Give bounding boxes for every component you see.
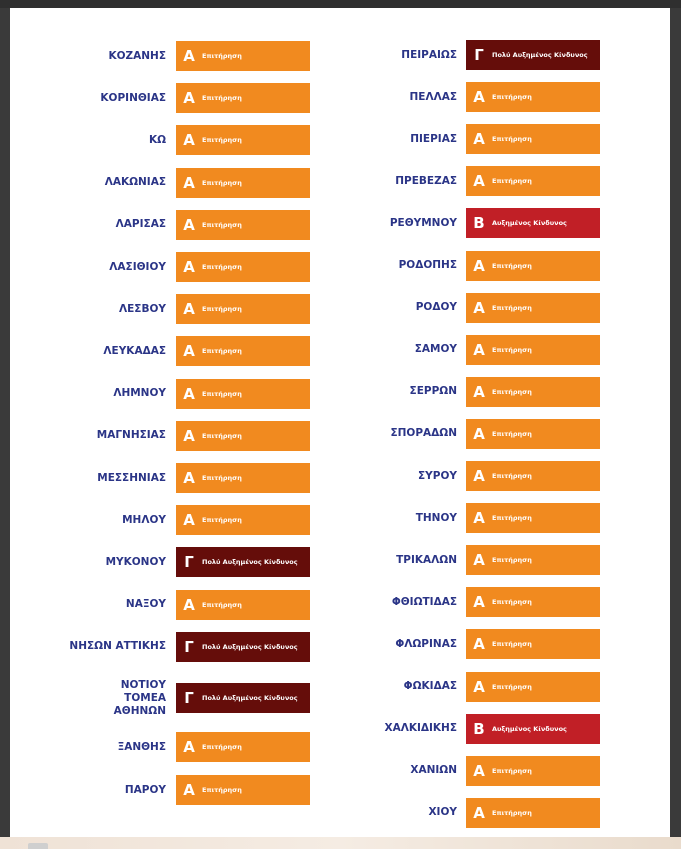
risk-level-letter: Β: [473, 719, 485, 738]
risk-level-label: Επιτήρηση: [202, 389, 242, 398]
risk-level-badge: [466, 545, 600, 575]
risk-level-badge: [176, 336, 310, 366]
risk-level-badge: [466, 461, 600, 491]
risk-level-label: Επιτήρηση: [202, 743, 242, 751]
risk-level-label: Επιτήρηση: [492, 766, 532, 775]
region-row: [10, 421, 310, 463]
risk-level-badge: [176, 210, 310, 240]
risk-level-label: Επιτήρηση: [202, 52, 242, 60]
risk-level-letter: Α: [183, 738, 195, 756]
risk-level-badge: [466, 419, 600, 449]
region-name: ΠΙΕΡΙΑΣ: [410, 132, 457, 145]
risk-level-letter: Α: [183, 215, 195, 234]
region-row: [10, 632, 310, 674]
risk-level-letter: Α: [183, 89, 195, 108]
risk-level-badge: [466, 40, 600, 70]
risk-level-badge: [466, 208, 600, 238]
risk-level-letter: Α: [183, 384, 195, 403]
region-row: [10, 210, 310, 252]
region-name: ΝΑΞΟΥ: [125, 598, 166, 611]
viewer-bottom-strip: [0, 837, 681, 849]
region-name: ΜΗΛΟΥ: [122, 513, 166, 526]
region-name: ΧΑΛΚΙΔΙΚΗΣ: [384, 722, 457, 735]
region-row: [300, 587, 610, 629]
risk-level-badge: [176, 379, 310, 409]
risk-level-letter: Α: [473, 256, 485, 275]
risk-level-letter: Γ: [474, 46, 484, 64]
risk-level-label: Πολύ Αυξημένος Κίνδυνος: [492, 51, 588, 59]
risk-level-letter: Γ: [184, 637, 194, 656]
region-name: ΞΑΝΘΗΣ: [117, 740, 166, 753]
risk-level-letter: Α: [183, 469, 195, 487]
risk-level-badge: [176, 632, 310, 662]
region-row: [300, 714, 610, 756]
region-name: ΛΑΚΩΝΙΑΣ: [104, 176, 166, 189]
region-name: ΦΘΙΩΤΙΔΑΣ: [391, 595, 457, 608]
risk-level-label: Επιτήρηση: [202, 136, 242, 145]
region-name: ΛΑΣΙΘΙΟΥ: [109, 260, 166, 273]
risk-level-label: Πολύ Αυξημένος Κίνδυνος: [202, 558, 298, 567]
risk-level-label: Επιτήρηση: [492, 387, 532, 396]
risk-level-letter: Α: [473, 382, 485, 401]
risk-level-badge: [466, 629, 600, 659]
risk-level-badge: [176, 83, 310, 113]
region-name: ΝΗΣΩΝ ΑΤΤΙΚΗΣ: [69, 640, 166, 653]
risk-level-label: Επιτήρηση: [202, 178, 242, 187]
risk-level-badge: [466, 714, 600, 744]
region-row: [10, 336, 310, 378]
risk-level-badge: [466, 672, 600, 702]
risk-level-letter: Γ: [184, 689, 194, 707]
region-name: ΡΟΔΟΠΗΣ: [398, 259, 457, 271]
region-name: ΦΛΩΡΙΝΑΣ: [395, 637, 457, 650]
region-name: ΝΟΤΙΟΥ ΤΟΜΕΑ ΑΘΗΝΩΝ: [113, 678, 166, 717]
risk-level-label: Πολύ Αυξημένος Κίνδυνος: [202, 642, 298, 651]
risk-level-label: Επιτήρηση: [202, 94, 242, 103]
risk-level-label: Επιτήρηση: [492, 556, 532, 565]
region-row: [300, 503, 610, 545]
risk-level-letter: Α: [473, 509, 485, 528]
risk-level-label: Επιτήρηση: [492, 514, 532, 523]
region-row: [300, 124, 610, 166]
risk-level-label: Επιτήρηση: [202, 263, 242, 271]
risk-level-letter: Α: [183, 258, 195, 276]
region-row: [10, 732, 310, 774]
region-name: ΜΑΓΝΗΣΙΑΣ: [96, 429, 166, 442]
region-name: ΣΑΜΟΥ: [414, 343, 457, 356]
risk-level-letter: Α: [473, 88, 485, 107]
risk-level-badge: [466, 335, 600, 365]
risk-level-label: Επιτήρηση: [492, 429, 532, 438]
risk-level-badge: [466, 166, 600, 196]
risk-level-badge: [466, 251, 600, 281]
region-row: [10, 505, 310, 547]
region-row: [10, 83, 310, 125]
risk-level-badge: [176, 125, 310, 155]
region-name: ΛΕΣΒΟΥ: [118, 302, 166, 315]
region-row: [10, 463, 310, 505]
region-row: [10, 294, 310, 336]
risk-level-letter: Α: [473, 424, 485, 443]
region-row: [300, 208, 610, 250]
region-name: ΧΑΝΙΩΝ: [410, 764, 457, 777]
region-row: [10, 125, 310, 167]
risk-level-letter: Α: [183, 300, 195, 319]
region-row: [10, 168, 310, 210]
region-name: ΣΕΡΡΩΝ: [409, 385, 457, 398]
region-row: [10, 590, 310, 632]
region-row: [300, 461, 610, 503]
risk-level-label: Πολύ Αυξημένος Κίνδυνος: [202, 694, 298, 702]
risk-level-badge: [466, 756, 600, 786]
region-name: ΤΡΙΚΑΛΩΝ: [396, 553, 457, 566]
risk-level-label: Επιτήρηση: [202, 347, 242, 356]
region-row: [300, 377, 610, 419]
region-name: ΛΕΥΚΑΔΑΣ: [103, 344, 166, 357]
risk-level-badge: [176, 505, 310, 535]
risk-level-badge: [176, 683, 310, 713]
region-name: ΤΗΝΟΥ: [415, 511, 457, 524]
risk-level-letter: Α: [183, 47, 195, 65]
region-row: [10, 379, 310, 421]
risk-level-badge: [176, 421, 310, 451]
risk-level-badge: [176, 547, 310, 577]
risk-level-letter: Α: [473, 677, 485, 696]
viewer-top-bar: [0, 0, 681, 8]
region-name: ΣΥΡΟΥ: [417, 469, 457, 482]
risk-level-label: Επιτήρηση: [202, 305, 242, 314]
region-row: [300, 545, 610, 587]
region-name: ΚΟΖΑΝΗΣ: [108, 49, 166, 62]
risk-level-label: Επιτήρηση: [202, 474, 242, 482]
region-name: ΡΕΘΥΜΝΟΥ: [389, 216, 457, 229]
risk-level-letter: Α: [183, 131, 195, 150]
risk-level-badge: [176, 168, 310, 198]
risk-level-letter: Γ: [184, 553, 194, 572]
region-name: ΠΑΡΟΥ: [124, 783, 166, 796]
risk-level-letter: Α: [473, 635, 485, 654]
risk-level-badge: [466, 293, 600, 323]
risk-level-label: Επιτήρηση: [492, 177, 532, 186]
risk-level-label: Επιτήρηση: [202, 431, 242, 440]
region-row: [300, 798, 610, 840]
region-name: ΛΗΜΝΟΥ: [113, 387, 166, 400]
risk-level-badge: [466, 377, 600, 407]
risk-level-label: Επιτήρηση: [492, 472, 532, 480]
risk-level-label: Επιτήρηση: [492, 640, 532, 649]
risk-level-letter: Α: [183, 342, 195, 361]
region-name: ΛΑΡΙΣΑΣ: [115, 218, 166, 231]
region-name: ΠΕΙΡΑΙΩΣ: [401, 48, 457, 61]
region-name: ΚΩ: [148, 133, 166, 146]
risk-level-letter: Α: [473, 761, 485, 780]
risk-level-badge: [176, 732, 310, 762]
risk-level-label: Επιτήρηση: [492, 345, 532, 354]
risk-level-letter: Α: [473, 593, 485, 612]
risk-level-label: Αυξημένος Κίνδυνος: [492, 724, 567, 733]
region-name: ΚΟΡΙΝΘΙΑΣ: [100, 91, 166, 104]
region-row: [10, 775, 310, 817]
risk-level-badge: [466, 124, 600, 154]
risk-level-badge: [466, 503, 600, 533]
region-row: [300, 82, 610, 124]
risk-level-label: Επιτήρηση: [492, 93, 532, 102]
region-row: [300, 293, 610, 335]
region-row: [10, 252, 310, 294]
risk-level-label: Επιτήρηση: [492, 598, 532, 607]
risk-level-badge: [176, 590, 310, 620]
region-row: [10, 41, 310, 83]
region-row: [300, 756, 610, 798]
risk-level-badge: [466, 587, 600, 617]
risk-level-label: Επιτήρηση: [492, 808, 532, 817]
region-name: ΜΥΚΟΝΟΥ: [105, 555, 166, 568]
risk-level-label: Επιτήρηση: [202, 220, 242, 229]
region-row: [10, 678, 310, 725]
region-name: ΡΟΔΟΥ: [415, 301, 457, 314]
risk-level-letter: Α: [473, 298, 485, 317]
region-name: ΠΡΕΒΕΖΑΣ: [395, 174, 457, 187]
risk-level-letter: Α: [183, 595, 195, 614]
region-name: ΦΩΚΙΔΑΣ: [403, 680, 457, 692]
risk-level-label: Επιτήρηση: [492, 303, 532, 312]
risk-level-letter: Α: [473, 803, 485, 822]
risk-level-badge: [176, 294, 310, 324]
risk-level-badge: [176, 463, 310, 493]
risk-level-letter: Α: [183, 173, 195, 192]
risk-level-letter: Α: [473, 130, 485, 149]
risk-level-label: Επιτήρηση: [202, 786, 242, 794]
risk-level-letter: Α: [473, 551, 485, 570]
region-row: [300, 335, 610, 377]
risk-level-badge: [466, 798, 600, 828]
risk-level-letter: Α: [183, 781, 195, 799]
region-row: [300, 419, 610, 461]
risk-level-letter: Α: [183, 511, 195, 530]
risk-level-letter: Α: [473, 172, 485, 191]
region-row: [10, 547, 310, 589]
page-thumbnail-icon[interactable]: [28, 843, 48, 849]
risk-level-label: Επιτήρηση: [492, 261, 532, 270]
risk-level-badge: [176, 775, 310, 805]
region-name: ΠΕΛΛΑΣ: [409, 90, 457, 103]
risk-level-label: Επιτήρηση: [202, 516, 242, 525]
region-name: ΧΙΟΥ: [428, 806, 457, 819]
risk-level-label: Αυξημένος Κίνδυνος: [492, 219, 567, 228]
risk-level-label: Επιτήρηση: [492, 682, 532, 691]
region-row: [300, 672, 610, 714]
risk-level-letter: Β: [473, 214, 485, 233]
risk-level-badge: [466, 82, 600, 112]
risk-level-badge: [176, 252, 310, 282]
risk-level-label: Επιτήρηση: [202, 600, 242, 609]
risk-level-letter: Α: [473, 467, 485, 485]
risk-level-label: Επιτήρηση: [492, 135, 532, 144]
region-row: [300, 251, 610, 293]
risk-level-badge: [176, 41, 310, 71]
risk-level-letter: Α: [183, 426, 195, 445]
region-row: [300, 166, 610, 208]
risk-level-letter: Α: [473, 340, 485, 359]
document-page: [10, 8, 670, 837]
region-name: ΣΠΟΡΑΔΩΝ: [390, 427, 457, 440]
region-name: ΜΕΣΣΗΝΙΑΣ: [97, 471, 166, 484]
region-row: [300, 629, 610, 671]
region-row: [300, 40, 610, 82]
